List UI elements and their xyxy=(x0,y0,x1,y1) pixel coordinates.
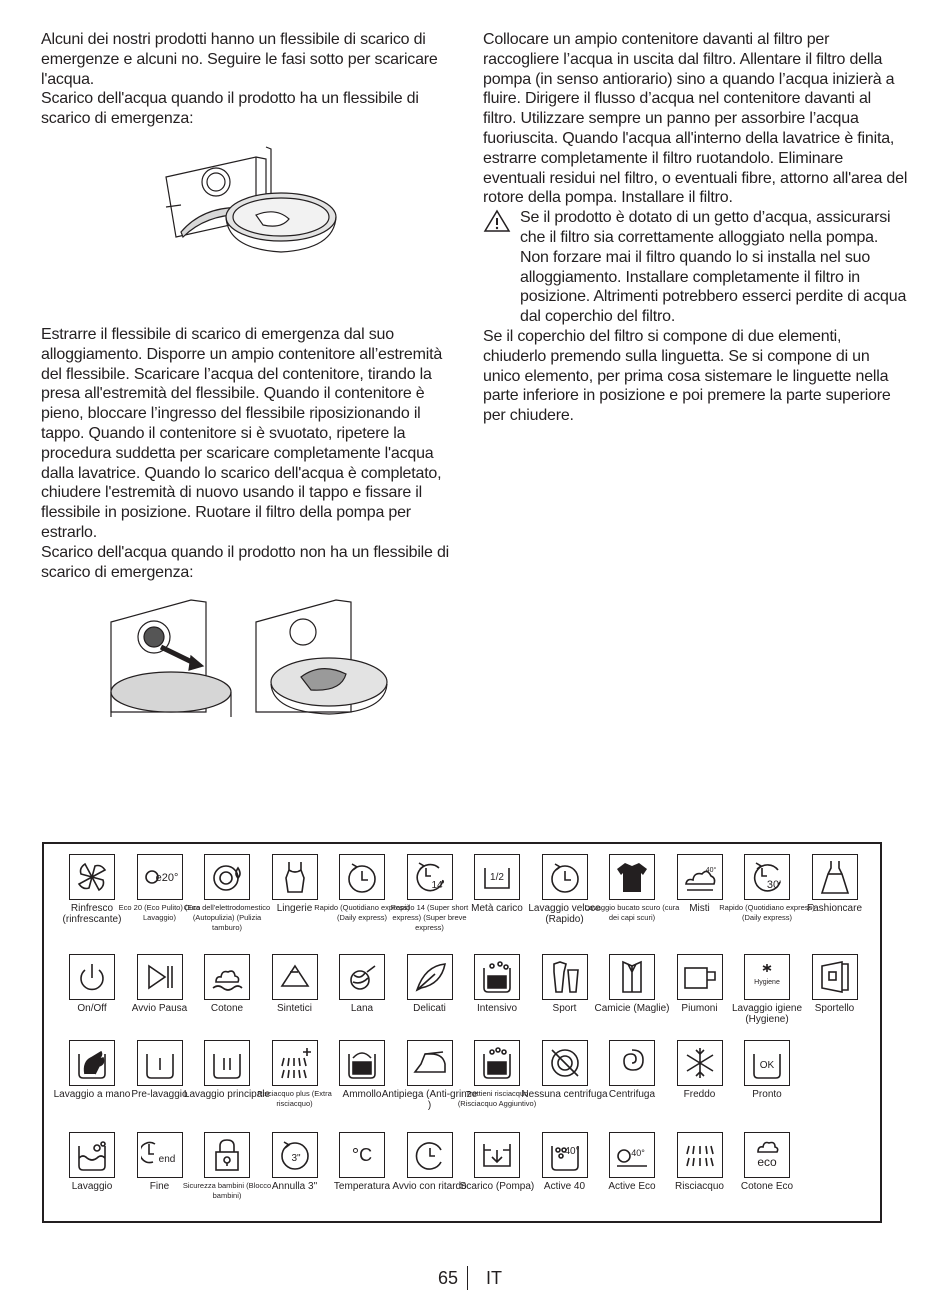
footer-divider xyxy=(467,1266,468,1290)
symbol-label: Eco 20 (Eco Pulito) (Eco Lavaggio) xyxy=(118,903,201,922)
filter-cover-instructions: Se il coperchio del filtro si compone di due elementi, chiuderlo premendo sulla linguetta. Se si compone di un unico elemento, per prima cosa sistemare le linguette nella parte inferiore in posizione e poi premere la parte superiore per chiudere. xyxy=(483,327,891,425)
symbol-label: Temperatura xyxy=(333,1181,391,1192)
quick-wash-icon xyxy=(542,854,588,900)
symbol-label: Misti xyxy=(689,903,710,914)
symbol-label: Rapido (Quotidiano express) (Daily express) xyxy=(719,903,815,922)
symbol-label: Lana xyxy=(350,1003,374,1014)
icon-glyph: eco xyxy=(757,1155,777,1169)
eco20-icon xyxy=(137,854,183,900)
mixed-icon xyxy=(677,854,723,900)
symbol-label: Trattieni risciacquo (Risciacquo Aggiuntivo) xyxy=(457,1089,537,1108)
symbol-ok xyxy=(717,1040,817,1100)
symbol-label: Active Eco xyxy=(608,1181,656,1192)
language-code: IT xyxy=(486,1268,502,1288)
main-wash-icon xyxy=(204,1040,250,1086)
delay-icon xyxy=(407,1132,453,1178)
symbol-label: Sportello xyxy=(814,1003,855,1014)
icon-glyph: Hygiene xyxy=(754,979,780,986)
drum-care-icon xyxy=(204,854,250,900)
symbol-door xyxy=(785,954,885,1014)
filter-drain-illustration xyxy=(41,592,461,732)
symbol-label: Cotone Eco xyxy=(740,1181,794,1192)
symbol-cotton-eco xyxy=(717,1132,817,1192)
symbol-label: Centrifuga xyxy=(608,1089,656,1100)
play-pause-icon xyxy=(137,954,183,1000)
with-hose-heading: Scarico dell'acqua quando il prodotto ha un flessibile di scarico di emergenza: xyxy=(41,90,419,128)
symbol-label: Lavaggio principale xyxy=(183,1089,271,1100)
left-column xyxy=(41,30,461,732)
spin-icon xyxy=(609,1040,655,1086)
without-hose-heading: Scarico dell'acqua quando il prodotto non ha un flessibile di scarico di emergenza: xyxy=(41,543,450,581)
icon-glyph: 3" xyxy=(290,1153,301,1164)
symbol-label: Avvio con ritardo xyxy=(392,1181,467,1192)
symbol-label: Risciacquo xyxy=(675,1181,724,1192)
prewash-icon xyxy=(137,1040,183,1086)
symbol-label: Delicati xyxy=(413,1003,446,1014)
power-icon xyxy=(69,954,115,1000)
symbol-dress xyxy=(785,854,885,914)
symbol-label: Ammollo xyxy=(342,1089,382,1100)
snowflake-icon xyxy=(677,1040,723,1086)
symbol-label: Fashioncare xyxy=(806,903,863,914)
rinse-hold-icon xyxy=(474,1040,520,1086)
wash-icon xyxy=(69,1132,115,1178)
page-number: 65 xyxy=(437,1268,458,1288)
symbol-label: Rinfresco (rinfrescante) xyxy=(62,903,122,925)
symbol-label: Rapido 14 (Super short express) (Super breve express) xyxy=(390,903,469,932)
intro-paragraph: Alcuni dei nostri prodotti hanno un flessibile di scarico di emergenze e alcuni no. Seguire le fasi sotto per scaricare l'acqua. xyxy=(41,31,438,88)
symbol-label: Active 40 xyxy=(543,1181,586,1192)
symbol-label: Intensivo xyxy=(476,1003,518,1014)
symbol-label: Lavaggio a mano xyxy=(53,1089,131,1100)
icon-glyph: °C xyxy=(351,1145,373,1165)
drain-icon xyxy=(474,1132,520,1178)
symbol-label: Metà carico xyxy=(471,903,523,914)
symbol-label: On/Off xyxy=(77,1003,107,1014)
page-footer xyxy=(0,1266,950,1292)
icon-glyph: 40° xyxy=(705,867,716,874)
symbol-label: Scarico (Pompa) xyxy=(459,1181,535,1192)
intensive-icon xyxy=(474,954,520,1000)
warning-triangle-icon xyxy=(483,209,511,233)
soak-icon xyxy=(339,1040,385,1086)
with-hose-instructions: Estrarre il flessibile di scarico di emergenza dal suo alloggiamento. Disporre un ampio contenitore all’estremità del flessibile. Scaricare l’acqua del contenitore, tirando la presa all'estremità del flessibile. Quando il contenitore è pieno, bloccare l’ingresso del flessibile riposizionando il tappo. Quando il contenitore si è svuotato, ripetere la procedura suddetta per scaricare completamente l'acqua dalla lavatrice. Quando lo scarico dell'acqua è completato, chiudere l'estremità di nuovo usando il tappo e fissare il flessibile in posizione. Ruotare il filtro della pompa per estrarlo. xyxy=(41,325,443,541)
symbol-label: Pre-lavaggio xyxy=(131,1089,188,1100)
no-spin-icon xyxy=(542,1040,588,1086)
active40-icon xyxy=(542,1132,588,1178)
symbol-label: Nessuna centrifuga xyxy=(521,1089,608,1100)
icon-glyph: end xyxy=(158,1154,175,1165)
shirt-icon xyxy=(609,954,655,1000)
icon-glyph: e20° xyxy=(155,872,178,884)
symbol-label: Sicurezza bambini (Blocco bambini) xyxy=(182,1181,272,1200)
icon-glyph: 14' xyxy=(430,880,445,891)
active-eco-icon xyxy=(609,1132,655,1178)
hygiene-icon xyxy=(744,954,790,1000)
end-icon xyxy=(137,1132,183,1178)
symbol-label: Risciacquo plus (Extra risciacquo) xyxy=(257,1089,332,1108)
warning-text: Se il prodotto è dotato di un getto d’acqua, assicurarsi che il filtro sia correttamente alloggiato nella pompa. Non forzare mai il filtro quando lo si installa nel suo alloggiamento. Installare completamente il filtro in posizione. Altrimenti potrebbero esserci perdite di acqua dal coperchio del filtro. xyxy=(520,209,907,326)
icon-glyph: OK xyxy=(759,1060,775,1071)
symbol-label: Antipiega (Anti-grinze ) xyxy=(381,1089,478,1111)
symbol-label: Lavaggio veloce (Rapido) xyxy=(528,903,601,925)
door-icon xyxy=(812,954,858,1000)
wool-icon xyxy=(339,954,385,1000)
ok-icon xyxy=(744,1040,790,1086)
emergency-hose-drain-illustration xyxy=(41,137,461,307)
feather-icon xyxy=(407,954,453,1000)
symbol-label: Cura dell'elettrodomestico (Autopulizia) (Pulizia tamburo) xyxy=(183,903,271,932)
sport-icon xyxy=(542,954,588,1000)
symbol-label: Sintetici xyxy=(276,1003,312,1014)
temperature-icon xyxy=(339,1132,385,1178)
duvet-icon xyxy=(677,954,723,1000)
symbol-label: Annulla 3" xyxy=(271,1181,318,1192)
lock-icon xyxy=(204,1132,250,1178)
fan-icon xyxy=(69,854,115,900)
symbol-label: Fine xyxy=(149,1181,170,1192)
symbol-label: Camicie (Maglie) xyxy=(594,1003,670,1014)
warning-note xyxy=(483,208,908,327)
rinse-icon xyxy=(677,1132,723,1178)
symbol-label: Freddo xyxy=(683,1089,716,1100)
clock-30-icon xyxy=(744,854,790,900)
symbol-label: Rapido (Quotidiano express) (Daily express) xyxy=(314,903,410,922)
icon-glyph: 40° xyxy=(563,1146,580,1157)
cancel-3-icon xyxy=(272,1132,318,1178)
symbol-label: Piumoni xyxy=(681,1003,718,1014)
rinse-plus-icon xyxy=(272,1040,318,1086)
iron-icon xyxy=(407,1040,453,1086)
dark-shirt-icon xyxy=(609,854,655,900)
dress-icon xyxy=(812,854,858,900)
cotton-icon xyxy=(204,954,250,1000)
clock-arrow-icon xyxy=(339,854,385,900)
symbol-label: Lavaggio bucato scuro (cura dei capi scuri) xyxy=(584,903,680,922)
symbol-label: Cotone xyxy=(210,1003,244,1014)
symbol-label: Pronto xyxy=(752,1089,782,1100)
symbol-label: Avvio Pausa xyxy=(131,1003,188,1014)
filter-drain-instructions: Collocare un ampio contenitore davanti al filtro per raccogliere l’acqua in uscita dal filtro. Allentare il filtro della pompa (in senso antiorario) sino a quando l’acqua inizierà a fluire. Dirigere il flusso d’acqua nel contenitore davanti al filtro. Utilizzare sempre un panno per assorbire l’acqua fuoriuscita. Quando l'acqua all'interno della lavatrice è finita, estrarre completamente il filtro ruotandolo. Eliminare eventuali residui nel filtro, o eventuali fibre, attorno all'area del rotore della pompa. Installare il filtro. xyxy=(483,31,908,207)
symbol-label: Lingerie xyxy=(276,903,313,914)
clock-14-icon xyxy=(407,854,453,900)
cotton-eco-icon xyxy=(744,1132,790,1178)
lingerie-icon xyxy=(272,854,318,900)
hand-wash-icon xyxy=(69,1040,115,1086)
half-load-icon xyxy=(474,854,520,900)
right-column xyxy=(483,30,908,426)
icon-glyph: 30' xyxy=(766,879,782,891)
symbol-label: Lavaggio xyxy=(71,1181,113,1192)
synthetics-icon xyxy=(272,954,318,1000)
symbols-legend xyxy=(42,842,882,1223)
symbol-label: Sport xyxy=(552,1003,577,1014)
symbol-label: Lavaggio igiene (Hygiene) xyxy=(731,1003,803,1025)
icon-glyph: 1/2 xyxy=(490,872,504,883)
icon-glyph: 40° xyxy=(631,1148,645,1158)
